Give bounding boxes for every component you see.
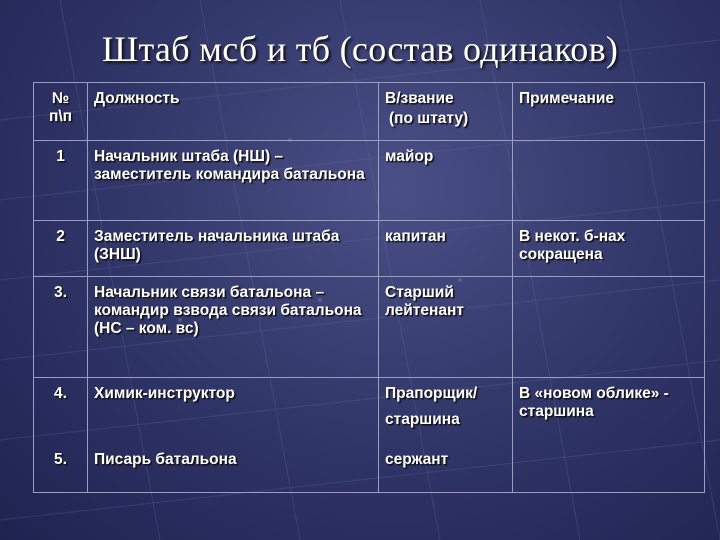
header-rank-cell [379, 83, 513, 141]
header-note: Примечание [513, 83, 705, 141]
row-spacer [40, 403, 81, 451]
row-number: 5. [54, 451, 67, 468]
header-rank-note: (по штату) [389, 110, 469, 127]
header-position: Должность [88, 83, 379, 141]
row-number: 1 [34, 141, 88, 221]
row-position: Химик-инструктор [94, 385, 235, 402]
row-spacer [94, 403, 372, 451]
row-number: 2 [34, 221, 88, 277]
table-header-row [34, 83, 705, 141]
row-rank: сержант [385, 451, 449, 468]
row-spacer [385, 429, 506, 451]
row-number: 3. [34, 277, 88, 378]
header-number: № п\п [34, 83, 88, 141]
row-note [513, 141, 705, 221]
staff-table [33, 82, 705, 493]
row-note: В некот. б-нах сокращена [513, 221, 705, 277]
row-note [513, 277, 705, 378]
table-row [34, 141, 705, 221]
row-rank: Старший лейтенант [379, 277, 513, 378]
page-title: Штаб мсб и тб (состав одинаков) [101, 29, 619, 69]
row-rank: Прапорщик/ [385, 385, 478, 402]
header-rank: В/звание [385, 90, 454, 107]
row-rank-cell [379, 378, 513, 493]
row-position: Заместитель начальника штаба (ЗНШ) [88, 221, 379, 277]
row-position: Писарь батальона [94, 451, 237, 468]
row-rank: капитан [379, 221, 513, 277]
row-note: В «новом облике» - старшина [513, 378, 705, 493]
row-rank: старшина [385, 411, 460, 428]
row-number-cell [34, 378, 88, 493]
table-row [34, 378, 705, 493]
table-row [34, 221, 705, 277]
row-number: 4. [54, 385, 67, 402]
table-row [34, 277, 705, 378]
row-rank: майор [379, 141, 513, 221]
row-position-cell [88, 378, 379, 493]
row-position: Начальник штаба (НШ) – заместитель командира батальона [88, 141, 379, 221]
row-position: Начальник связи батальона – командир взвода связи батальона (НС – ком. вс) [88, 277, 379, 378]
